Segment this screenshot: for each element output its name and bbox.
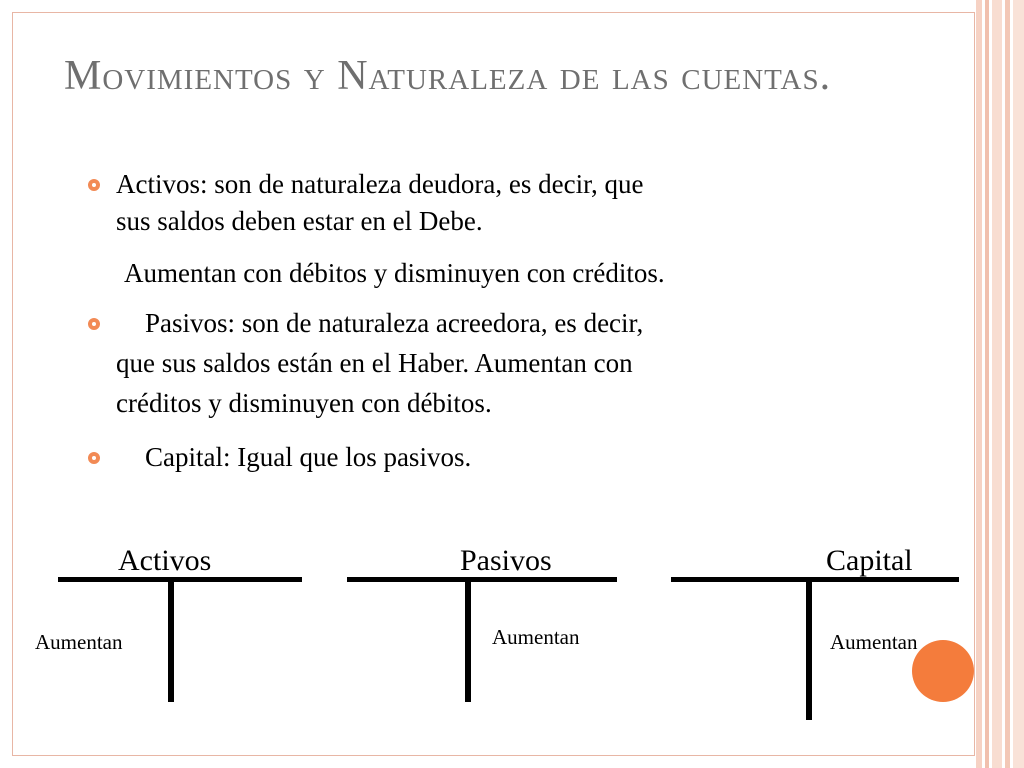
decorative-circle <box>912 640 974 702</box>
bullet-icon <box>88 318 100 330</box>
bullet-2-line-3: créditos y disminuyen con débitos. <box>116 388 492 418</box>
t-account-capital-top <box>671 577 959 582</box>
bullet-1-line-1: Activos: son de naturaleza deudora, es decir, que <box>116 169 644 199</box>
t-account-pasivos-top <box>347 577 617 582</box>
decorative-stripes <box>976 0 1024 768</box>
t-account-capital-stem <box>806 582 812 720</box>
t-account-activos-top <box>58 577 302 582</box>
t-account-pasivos-stem <box>465 582 471 702</box>
continuation-line: Aumentan con débitos y disminuyen con créditos. <box>124 258 665 288</box>
t-account-pasivos-side-label: Aumentan <box>492 625 580 649</box>
t-account-capital-name: Capital <box>826 544 913 577</box>
bullet-1-line-2: sus saldos deben estar en el Debe. <box>116 206 483 236</box>
bullet-2-line-1: Pasivos: son de naturaleza acreedora, es decir, <box>145 308 644 338</box>
bullet-2-line-2: que sus saldos están en el Haber. Aumentan con <box>116 348 633 378</box>
t-account-activos-name: Activos <box>118 544 212 577</box>
t-account-capital-side-label: Aumentan <box>830 630 918 654</box>
slide-title: Movimientos y Naturaleza de las cuentas. <box>64 53 832 99</box>
bullet-icon <box>88 452 100 464</box>
t-account-pasivos-name: Pasivos <box>460 544 552 577</box>
bullet-3-line-1: Capital: Igual que los pasivos. <box>145 442 472 472</box>
bullet-icon <box>88 179 100 191</box>
t-account-activos-side-label: Aumentan <box>35 630 123 654</box>
t-account-activos-stem <box>168 582 174 702</box>
